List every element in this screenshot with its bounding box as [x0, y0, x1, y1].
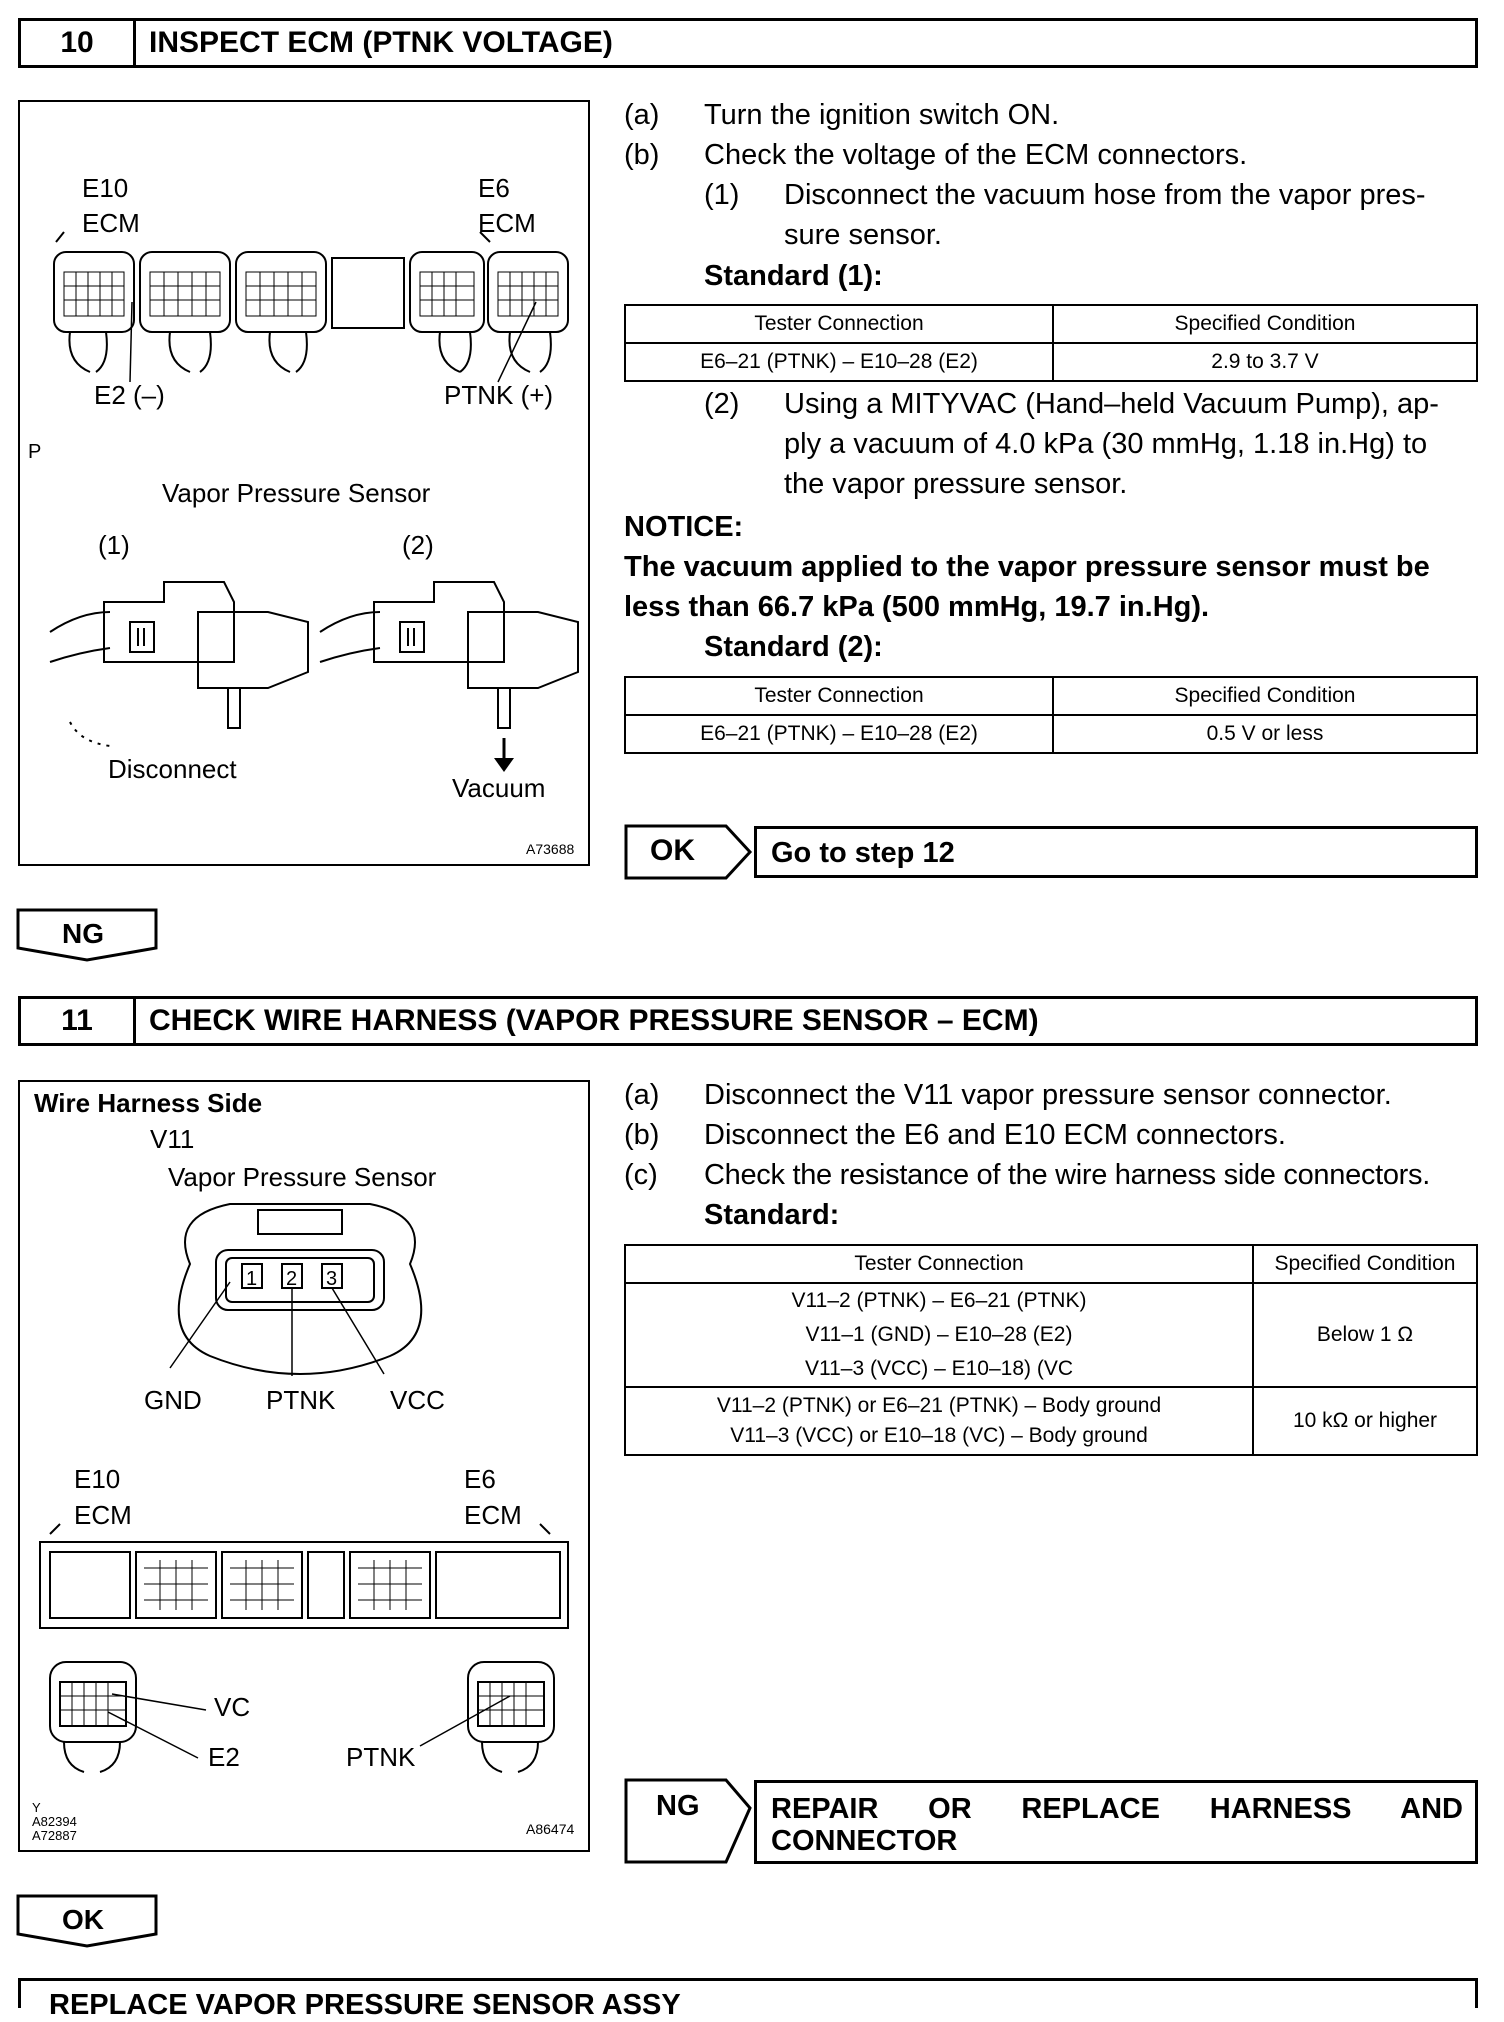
pin-1: 1 — [246, 1268, 258, 1290]
label-2: (2) — [402, 530, 434, 560]
label-e6: E6 — [478, 173, 510, 203]
label-e2: E2 — [208, 1742, 240, 1772]
label-gnd: GND — [144, 1385, 202, 1415]
label-vacuum: Vacuum — [452, 773, 546, 803]
ng-result-line1: REPAIR OR REPLACE HARNESS AND — [771, 1793, 1463, 1825]
harness-connectors — [50, 1662, 554, 1772]
label-e10-ecm: ECM — [74, 1500, 132, 1530]
final-step-title: REPLACE VAPOR PRESSURE SENSOR ASSY — [49, 1989, 681, 2021]
table-header: Specified Condition — [1253, 1245, 1477, 1283]
table-line: V11–2 (PTNK) or E6–21 (PTNK) – Body ground — [716, 1394, 1162, 1417]
label-e2: E2 (–) — [94, 380, 165, 410]
table-line: V11–2 (PTNK) – E6–21 (PTNK) — [791, 1289, 1087, 1312]
ng-label: NG — [656, 1790, 700, 1822]
label-ptnk2: PTNK — [346, 1742, 416, 1772]
standard-1-label: Standard (1): — [704, 260, 883, 292]
step-number: 10 — [21, 21, 136, 65]
step-10-b1 — [704, 175, 1484, 255]
ng-result-box — [754, 1780, 1478, 1864]
figure-code: A73688 — [526, 841, 575, 857]
spec-table-1 — [624, 304, 1478, 382]
text-b2-line2: ply a vacuum of 4.0 kPa (30 mmHg, 1.18 in.Hg) to — [784, 428, 1428, 460]
label-p: P — [28, 441, 42, 463]
table-header: Tester Connection — [625, 305, 1053, 343]
standard-label: Standard: — [704, 1199, 840, 1231]
table-cell: E6–21 (PTNK) – E10–28 (E2) — [625, 715, 1053, 753]
table-header: Specified Condition — [1053, 305, 1477, 343]
label-1: (1) — [98, 530, 130, 560]
table-header: Tester Connection — [625, 677, 1053, 715]
final-step-header — [18, 1978, 1478, 2021]
label-vps: Vapor Pressure Sensor — [162, 478, 431, 508]
sensor-disconnected — [50, 582, 308, 746]
text-b: Disconnect the E6 and E10 ECM connectors. — [704, 1119, 1286, 1151]
notice-line2: less than 66.7 kPa (500 mmHg, 19.7 in.Hg). — [624, 591, 1210, 623]
table-cell — [625, 1283, 1253, 1387]
pin-3: 3 — [326, 1268, 338, 1290]
label-ptnk: PTNK — [266, 1385, 336, 1415]
ng-result-line2: CONNECTOR — [771, 1825, 958, 1857]
ecm-block — [40, 1524, 568, 1628]
key-b: (b) — [624, 1119, 660, 1151]
text-b1-line2: sure sensor. — [784, 219, 942, 251]
text-a: Disconnect the V11 vapor pressure sensor connector. — [704, 1079, 1392, 1111]
label-e6-ecm: ECM — [464, 1500, 522, 1530]
standard-2-label: Standard (2): — [704, 631, 883, 663]
label-vc: VC — [214, 1692, 251, 1722]
label-whs: Wire Harness Side — [34, 1088, 263, 1118]
label-e10: E10 — [74, 1464, 121, 1494]
text-b2-line3: the vapor pressure sensor. — [784, 468, 1128, 500]
code-3: A86474 — [526, 1821, 575, 1837]
key-c: (c) — [624, 1159, 658, 1191]
ok-label: OK — [650, 834, 695, 867]
step-number: 11 — [21, 999, 136, 1043]
notice-line1: The vacuum applied to the vapor pressure sensor must be — [624, 551, 1430, 583]
label-vcc: VCC — [390, 1385, 445, 1415]
pin-2: 2 — [286, 1268, 298, 1290]
table-cell — [625, 1387, 1253, 1455]
ecm-connectors — [54, 232, 568, 382]
step-10-header — [18, 18, 1478, 68]
table-cell: 2.9 to 3.7 V — [1053, 343, 1477, 381]
label-disconnect: Disconnect — [108, 754, 237, 784]
text-b2-line1: Using a MITYVAC (Hand–held Vacuum Pump), ap- — [784, 388, 1439, 420]
table-header: Tester Connection — [625, 1245, 1253, 1283]
label-ptnk: PTNK (+) — [444, 380, 554, 410]
code-1: A82394 — [32, 1814, 77, 1829]
ecm-connector-diagram — [20, 102, 588, 864]
key-a: (a) — [624, 1079, 660, 1111]
table-cell: E6–21 (PTNK) – E10–28 (E2) — [625, 343, 1053, 381]
table-header: Specified Condition — [1053, 677, 1477, 715]
step-title: CHECK WIRE HARNESS (VAPOR PRESSURE SENSOR – ECM) — [149, 1004, 1039, 1037]
label-v11: V11 — [150, 1124, 195, 1154]
key-b1: (1) — [704, 179, 740, 211]
code-2: A72887 — [32, 1828, 77, 1843]
wire-harness-diagram — [20, 1082, 588, 1850]
key-b2: (2) — [704, 388, 740, 420]
ok-label: OK — [62, 1904, 104, 1935]
label-e10-ecm: ECM — [82, 208, 140, 238]
label-e10: E10 — [82, 173, 129, 203]
label-e6: E6 — [464, 1464, 496, 1494]
text-a: Turn the ignition switch ON. — [704, 99, 1060, 131]
step-10-figure — [18, 100, 590, 866]
sensor-vacuum — [320, 582, 578, 728]
v11-connector — [170, 1204, 421, 1376]
table-line: V11–3 (VCC) – E10–18) (VC — [804, 1357, 1074, 1380]
key-b: (b) — [624, 139, 660, 171]
table-line: V11–1 (GND) – E10–28 (E2) — [805, 1323, 1073, 1346]
text-c: Check the resistance of the wire harness side connectors. — [704, 1159, 1430, 1191]
step-11-header — [18, 996, 1478, 1046]
notice-label: NOTICE: — [624, 511, 744, 543]
code-y: Y — [32, 1800, 41, 1815]
table-line: V11–3 (VCC) or E10–18 (VC) – Body ground — [730, 1424, 1148, 1447]
text-b1-line1: Disconnect the vacuum hose from the vapor pres- — [784, 179, 1426, 211]
text-b: Check the voltage of the ECM connectors. — [704, 139, 1248, 171]
ng-label: NG — [62, 918, 104, 949]
label-e6-ecm: ECM — [478, 208, 536, 238]
step-10-b2 — [704, 384, 1484, 504]
step-title: INSPECT ECM (PTNK VOLTAGE) — [149, 26, 613, 59]
table-cell: Below 1 Ω — [1253, 1283, 1477, 1387]
vacuum-arrowhead-icon — [494, 758, 514, 772]
resistance-table — [624, 1244, 1478, 1456]
ok-result-text: Go to step 12 — [771, 837, 955, 869]
spec-table-2 — [624, 676, 1478, 754]
label-vps: Vapor Pressure Sensor — [168, 1162, 437, 1192]
step-11-figure — [18, 1080, 590, 1852]
table-cell: 0.5 V or less — [1053, 715, 1477, 753]
key-a: (a) — [624, 99, 660, 131]
table-cell: 10 kΩ or higher — [1253, 1387, 1477, 1455]
ok-result-box — [754, 826, 1478, 878]
